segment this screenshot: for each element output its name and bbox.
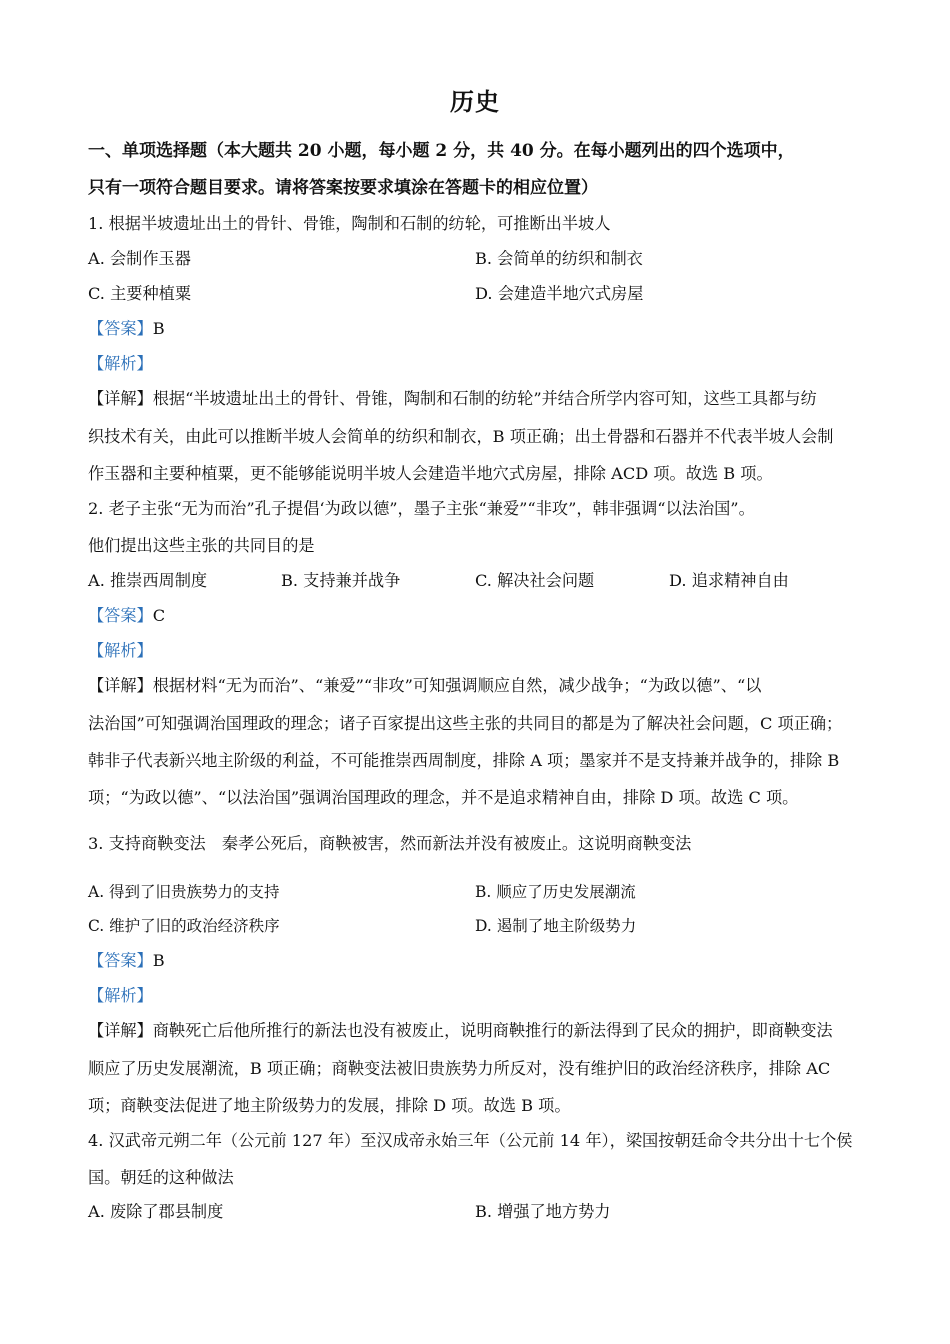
question-1-detail-line1: [88, 388, 817, 410]
question-3-option-b: B. 顺应了历史发展潮流: [475, 883, 636, 901]
question-1-option-d: D. 会建造半地穴式房屋: [475, 284, 644, 303]
answer-value: B: [152, 319, 165, 338]
answer-value: C: [152, 606, 166, 625]
question-2-stem-line2: 他们提出这些主张的共同目的是: [88, 536, 315, 555]
question-3-detail-line2: 顺应了历史发展潮流，B 项正确；商鞅变法被旧贵族势力所反对，没有维护旧的政治经济秩序，排除 AC: [88, 1059, 831, 1078]
question-1-stem: 1. 根据半坡遗址出土的骨针、骨锥，陶制和石制的纺轮，可推断出半坡人: [88, 214, 611, 233]
answer-label: 【答案】: [88, 606, 153, 625]
question-3-option-a: A. 得到了旧贵族势力的支持: [88, 883, 280, 901]
question-3-detail-line3: 项；商鞅变法促进了地主阶级势力的发展，排除 D 项。故选 B 项。: [88, 1096, 571, 1115]
question-3-answer: [88, 950, 165, 972]
question-2-option-c: C. 解决社会问题: [475, 571, 595, 590]
question-1-option-c: C. 主要种植粟: [88, 284, 192, 303]
question-2-detail-line4: 项；“为政以德”、“以法治国”强调治国理政的理念，并不是追求精神自由，排除 D 项。故选 C 项。: [88, 788, 799, 807]
question-1-option-a: A. 会制作玉器: [88, 249, 191, 268]
question-3-stem: 3. 支持商鞅变法 秦孝公死后，商鞅被害，然而新法并没有被废止。这说明商鞅变法: [88, 834, 692, 853]
answer-label: 【答案】: [88, 951, 153, 970]
question-2-option-d: D. 追求精神自由: [669, 571, 789, 590]
question-2-stem-line1: 2. 老子主张“无为而治”孔子提倡‘为政以德”，墨子主张“兼爱”“非攻”，韩非强调“以法治国”。: [88, 499, 755, 518]
question-4-stem-line2: 国。朝廷的这种做法: [88, 1168, 234, 1187]
question-2-option-b: B. 支持兼并战争: [281, 571, 401, 590]
question-1-detail-line2: 织技术有关，由此可以推断半坡人会简单的纺织和制衣，B 项正确；出土骨器和石器并不代表半坡人会制: [88, 427, 834, 446]
page-title: 历史: [450, 87, 500, 116]
question-2-detail-line2: 法治国”可知强调治国理政的理念；诸子百家提出这些主张的共同目的都是为了解决社会问题，C 项正确；: [88, 714, 843, 733]
question-3-option-d: D. 遏制了地主阶级势力: [475, 917, 637, 935]
answer-label: 【答案】: [88, 319, 153, 338]
question-3-option-c: C. 维护了旧的政治经济秩序: [88, 917, 280, 935]
question-3-detail-line1: [88, 1020, 833, 1042]
question-1-detail-line3: 作玉器和主要种植粟，更不能够能说明半坡人会建造半地穴式房屋，排除 ACD 项。故选 B 项。: [88, 464, 773, 483]
detail-label: 【详解】: [88, 676, 153, 695]
section-heading-line2: 只有一项符合题目要求。请将答案按要求填涂在答题卡的相应位置）: [88, 178, 598, 198]
question-1-analysis-label: 【解析】: [88, 354, 153, 373]
detail-text: 根据材料“无为而治”、“兼爱”“非攻”可知强调顺应自然，减少战争；“为政以德”、“以: [152, 676, 762, 695]
section-heading-line1: 一、单项选择题（本大题共 20 小题，每小题 2 分，共 40 分。在每小题列出的四个选项中，: [88, 141, 795, 161]
detail-text: 根据“半坡遗址出土的骨针、骨锥，陶制和石制的纺轮”并结合所学内容可知，这些工具都与纺: [152, 389, 817, 408]
question-4-option-b: B. 增强了地方势力: [475, 1202, 611, 1221]
detail-label: 【详解】: [88, 1021, 153, 1040]
detail-text: 商鞅死亡后他所推行的新法也没有被废止，说明商鞅推行的新法得到了民众的拥护，即商鞅变法: [152, 1021, 833, 1040]
question-2-answer: [88, 605, 165, 627]
question-2-detail-line3: 韩非子代表新兴地主阶级的利益，不可能推崇西周制度，排除 A 项；墨家并不是支持兼并战争的，排除 B: [88, 751, 840, 770]
question-4-option-a: A. 废除了郡县制度: [88, 1202, 224, 1221]
question-2-analysis-label: 【解析】: [88, 641, 153, 660]
answer-value: B: [152, 951, 165, 970]
detail-label: 【详解】: [88, 389, 153, 408]
question-1-answer: [88, 318, 165, 340]
question-2-detail-line1: [88, 675, 761, 697]
question-1-option-b: B. 会简单的纺织和制衣: [475, 249, 643, 268]
question-3-analysis-label: 【解析】: [88, 986, 153, 1005]
question-2-option-a: A. 推崇西周制度: [88, 571, 208, 590]
question-4-stem-line1: 4. 汉武帝元朔二年（公元前 127 年）至汉成帝永始三年（公元前 14 年），梁国按朝廷命令共分出十七个侯: [88, 1131, 853, 1150]
